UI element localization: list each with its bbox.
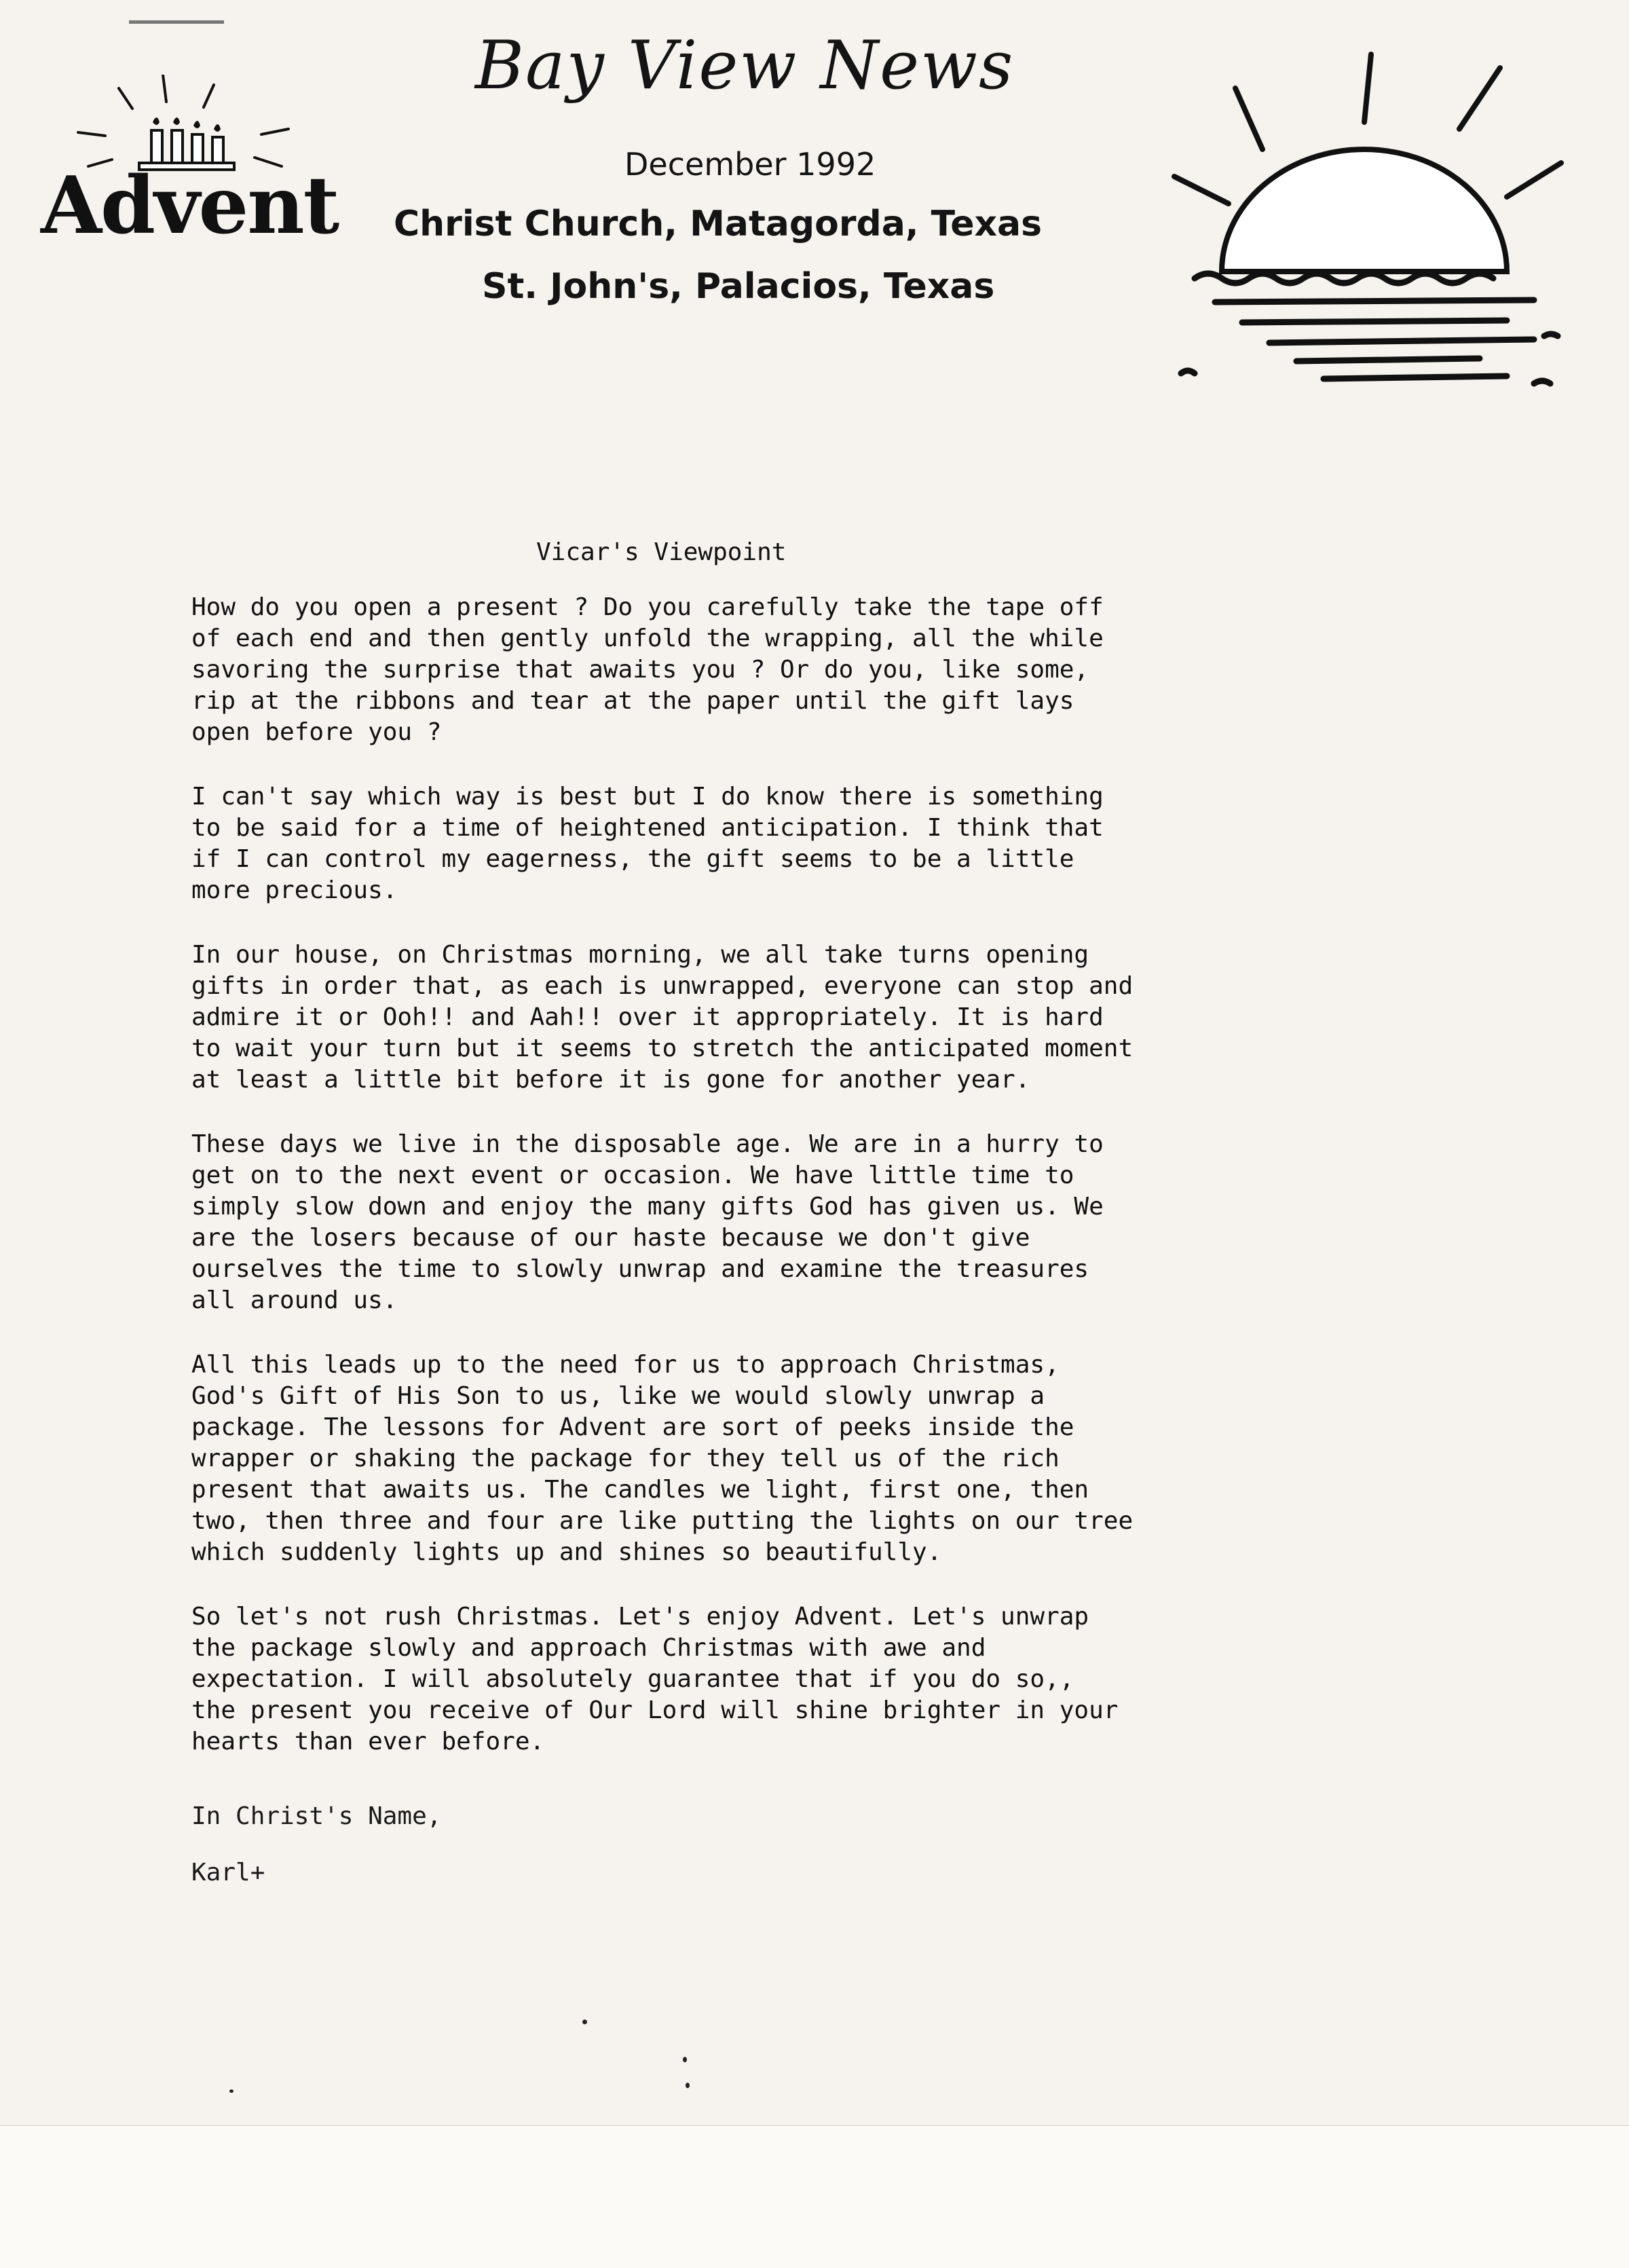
paragraph: In our house, on Christmas morning, we all take turns opening gifts in order that, as each is unwrapped, everyone can stop and admire it or Ooh!! and Aah!! over it appropriately. It is hard to wait your turn but it seems to stretch the anticipated moment at least a little bit before it is gone for another year.: [191, 941, 1134, 1094]
paragraph: How do you open a present ? Do you carefully take the tape off of each end and then gently unfold the wrapping, all the while savoring the surprise that awaits you ? Or do you, like some, rip at the ribbons and tear at the paper until the gift lays open before you ?: [191, 593, 1104, 746]
speck: [683, 2057, 687, 2062]
church-name-1: Christ Church, Matagorda, Texas: [394, 204, 1043, 244]
letter-closing: In Christ's Name,: [191, 1802, 442, 1830]
issue-date: December 1992: [624, 146, 876, 183]
pen-mark: [129, 20, 224, 24]
paragraph: These days we live in the disposable age. We are in a hurry to get on to the next event or occasion. We have little time to simply slow down and enjoy the many gifts God has given us. We are the losers because of our haste because we don't give ourselves the time to slowly unwrap and examine the treasures all around us.: [191, 1130, 1104, 1314]
paragraph: So let's not rush Christmas. Let's enjoy Advent. Let's unwrap the package slowly and approach Christmas with awe and expectation. I will absolutely guarantee that if you do so,, the present you receive of Our Lord will shine brighter in your hearts than ever before.: [191, 1603, 1119, 1755]
advent-logo-text: Advent: [41, 160, 339, 252]
letter-signature: Karl+: [191, 1859, 265, 1886]
article-body: [191, 592, 1447, 1791]
speck: [686, 2083, 690, 2088]
paragraph: I can't say which way is best but I do know there is something to be said for a time of heightened anticipation. I think that if I can control my eagerness, the gift seems to be a little more precious.: [191, 783, 1104, 904]
newsletter-title: Bay View News: [475, 27, 1015, 105]
sunset-over-water-icon: [1154, 48, 1575, 414]
church-name-2: St. John's, Palacios, Texas: [482, 266, 995, 307]
speck: [582, 2020, 587, 2024]
paragraph: All this leads up to the need for us to approach Christmas, God's Gift of His Son to us, like we would slowly unwrap a package. The lessons for Advent are sort of peeks inside the wrapper or shaking the package for they tell us of the rich present that awaits us. The candles we light, first one, then two, then three and four are like putting the lights on our tree which suddenly lights up and shines so beautifully.: [191, 1351, 1134, 1566]
article-heading: Vicar's Viewpoint: [536, 538, 787, 566]
speck: [229, 2089, 233, 2093]
page-bottom-margin: [0, 2125, 1629, 2268]
